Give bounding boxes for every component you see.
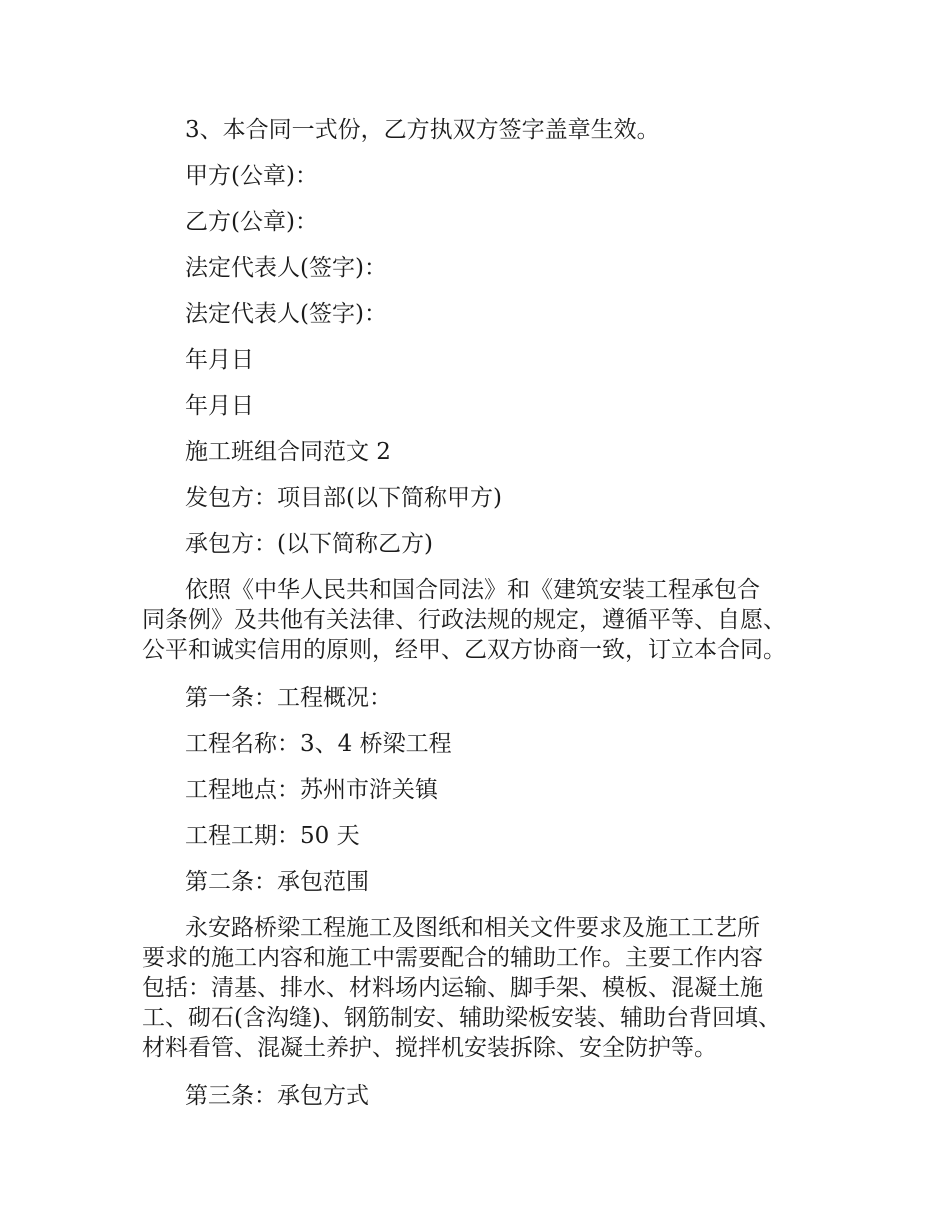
date-line-b: 年月日 [185, 393, 254, 419]
paragraph-line: 同条例》及共他有关法律、行政法规的规定，遵循平等、自愿、 [142, 607, 786, 633]
scope-paragraph [142, 913, 842, 1063]
project-location: 工程地点：苏州市浒关镇 [185, 777, 438, 803]
paragraph-line: 包括：清基、排水、材料场内运输、脚手架、模板、混凝土施 [142, 975, 763, 1001]
section-title: 施工班组合同范文 2 [185, 439, 391, 465]
paragraph-line: 永安路桥梁工程施工及图纸和相关文件要求及施工工艺所 [185, 915, 760, 941]
basis-paragraph [142, 575, 842, 665]
employer-line: 发包方：项目部(以下简称甲方) [185, 485, 502, 511]
paragraph-line: 要求的施工内容和施工中需要配合的辅助工作。主要工作内容 [142, 945, 763, 971]
paragraph-line: 工、砌石(含沟缝)、钢筋制安、辅助梁板安装、辅助台背回填、 [142, 1005, 781, 1031]
article-2-heading: 第二条：承包范围 [185, 869, 369, 895]
clause-3-copies: 3、本合同一式份，乙方执双方签字盖章生效。 [185, 117, 660, 143]
legal-rep-signature-a: 法定代表人(签字)： [185, 255, 387, 281]
paragraph-line: 公平和诚实信用的原则，经甲、乙双方协商一致，订立本合同。 [142, 637, 786, 663]
party-b-seal: 乙方(公章)： [185, 209, 318, 235]
project-name: 工程名称：3、4 桥梁工程 [185, 731, 452, 757]
date-line-a: 年月日 [185, 347, 254, 373]
party-a-seal: 甲方(公章)： [185, 163, 318, 189]
legal-rep-signature-b: 法定代表人(签字)： [185, 301, 387, 327]
project-duration: 工程工期：50 天 [185, 823, 360, 849]
paragraph-line: 材料看管、混凝土养护、搅拌机安装拆除、安全防护等。 [142, 1035, 717, 1061]
paragraph-line: 依照《中华人民共和国合同法》和《建筑安装工程承包合 [185, 577, 760, 603]
article-3-heading: 第三条：承包方式 [185, 1083, 369, 1109]
contractor-line: 承包方：(以下简称乙方) [185, 531, 433, 557]
article-1-heading: 第一条：工程概况： [185, 685, 392, 711]
